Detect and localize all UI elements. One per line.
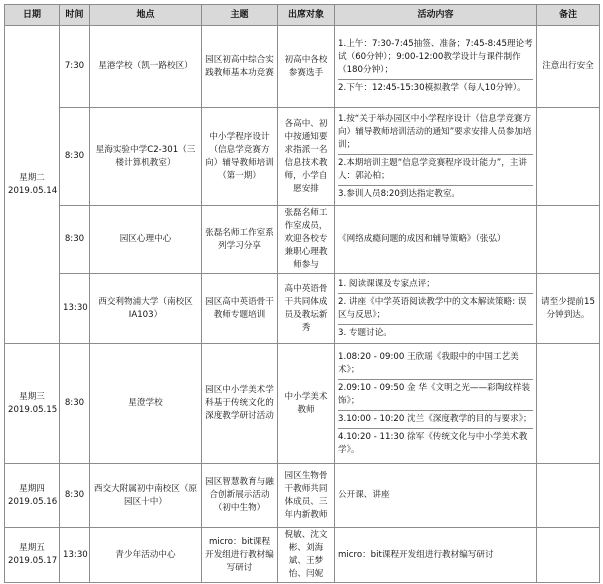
time-cell: 8:30 (60, 464, 90, 528)
content-item: 1. 阅读课课及专家点评； (338, 278, 435, 289)
topic-cell: micro：bit课程开发组进行教材编写研讨 (202, 528, 278, 583)
attendees-cell: 倪敏、沈文彬、刘海斌、王梦怡、闫妮 (278, 528, 335, 583)
content-item: 2.09:10 - 09:50 金 华《文明之光——彩陶纹样装饰》； (338, 379, 533, 410)
content-item: 3. 专题讨论。 (338, 324, 533, 342)
time-cell: 8:30 (60, 108, 90, 206)
attendees-cell: 初高中各校参赛选手 (278, 26, 335, 108)
header-date: 日期 (5, 5, 60, 26)
place-cell: 青少年活动中心 (90, 528, 202, 583)
content-item: 1.08:20 - 09:00 王欣瑶《我眼中的中国工艺美术》； (338, 351, 519, 375)
content-item: 1.上午：7:30-7:45抽签、准备；7:45-8:45理论考试（60分钟）；9:00-12:00教学设计与课件制作（180分钟）； (338, 39, 533, 75)
content-item: 4.10:20 - 11:30 徐军《传统文化与中小学美术教学》。 (338, 428, 533, 459)
topic-cell: 园区智慧教育与融合创新展示活动（初中生物） (202, 464, 278, 528)
weekday: 星期四 (19, 483, 45, 494)
date-value: 2019.05.16 (8, 496, 58, 507)
date-value: 2019.05.14 (8, 185, 58, 196)
place-cell: 星海实验中学C2-301（三楼计算机教室） (90, 108, 202, 206)
content-cell (335, 344, 537, 464)
place-cell: 西交利物浦大学（南校区IA103） (90, 274, 202, 344)
content-item: 1.按“关于举办园区中小学程序设计（信息学竞赛方向）辅导教师培训活动的通知”要求安排人员参加培训； (338, 113, 532, 150)
content-cell: 公开课、讲座 (335, 464, 537, 528)
topic-cell: 张磊名师工作室系列学习分享 (202, 206, 278, 274)
place-cell: 西交大附属初中南校区（原园区十中） (90, 464, 202, 528)
content-cell (335, 26, 537, 108)
table-row (5, 344, 600, 464)
content-cell: 《网络成瘾问题的成因和辅导策略》（张弘） (335, 206, 537, 274)
table-row (5, 26, 600, 108)
note-cell (537, 464, 600, 528)
time-cell: 8:30 (60, 206, 90, 274)
note-cell: 注意出行安全 (537, 26, 600, 108)
topic-cell: 园区初高中综合实践教师基本功竞赛 (202, 26, 278, 108)
weekday: 星期二 (19, 172, 45, 183)
attendees-cell: 中小学美术教师 (278, 344, 335, 464)
note-cell: 请至少提前15分钟到达。 (537, 274, 600, 344)
content-cell: micro：bit课程开发组进行教材编写研讨 (335, 528, 537, 583)
header-row (5, 5, 600, 26)
table-row (5, 528, 600, 583)
header-topic: 主题 (202, 5, 278, 26)
date-cell (5, 344, 60, 464)
note-cell (537, 528, 600, 583)
header-time: 时间 (60, 5, 90, 26)
content-item: 2.本期培训主题“信息学竞赛程序设计能力”，主讲人：郭沁柏； (338, 154, 533, 185)
weekday: 星期三 (19, 391, 45, 402)
header-attendees: 出席对象 (278, 5, 335, 26)
note-cell (537, 344, 600, 464)
content-item: 2.下午：12:45-15:30模拟教学（每人10分钟）。 (338, 79, 533, 97)
attendees-cell: 各高中、初中按通知要求指派一名信息技术教师，小学自愿安排 (278, 108, 335, 206)
attendees-cell: 园区生物骨干教师共同体成员、三年内新教师 (278, 464, 335, 528)
topic-cell: 园区高中英语骨干教师专题培训 (202, 274, 278, 344)
topic-cell: 中小学程序设计（信息学竞赛方向）辅导教师培训（第一期） (202, 108, 278, 206)
content-item: 3.参训人员8:20到达指定教室。 (338, 185, 533, 203)
attendees-cell: 张磊名师工作室成员，欢迎各校专兼职心理教师参与 (278, 206, 335, 274)
weekday: 星期五 (19, 543, 45, 553)
table-row (5, 274, 600, 344)
time-cell: 13:30 (60, 528, 90, 583)
header-place: 地点 (90, 5, 202, 26)
date-cell (5, 464, 60, 528)
date-value: 2019.05.15 (8, 404, 58, 415)
time-cell: 7:30 (60, 26, 90, 108)
table-row (5, 206, 600, 274)
table-row (5, 108, 600, 206)
note-cell (537, 108, 600, 206)
content-item: 2. 讲座《中学英语阅读教学中的文本解读策略: 误区与反思》； (338, 293, 533, 324)
date-cell (5, 26, 60, 344)
content-item: 3.10:00 - 10:20 沈兰《深度教学的目的与要求》； (338, 410, 533, 428)
date-value: 2019.05.17 (8, 556, 58, 566)
note-cell (537, 206, 600, 274)
table-row (5, 464, 600, 528)
header-note: 备注 (537, 5, 600, 26)
content-cell (335, 108, 537, 206)
activity-schedule-table (4, 4, 600, 583)
place-cell: 星港学校（凯一路校区） (90, 26, 202, 108)
header-content: 活动内容 (335, 5, 537, 26)
topic-cell: 园区中小学美术学科基于传统文化的深度教学研讨活动 (202, 344, 278, 464)
place-cell: 园区心理中心 (90, 206, 202, 274)
time-cell: 8:30 (60, 344, 90, 464)
date-cell (5, 528, 60, 583)
place-cell: 星澄学校 (90, 344, 202, 464)
attendees-cell: 高中英语骨干共同体成员及教坛新秀 (278, 274, 335, 344)
time-cell: 13:30 (60, 274, 90, 344)
content-cell (335, 274, 537, 344)
